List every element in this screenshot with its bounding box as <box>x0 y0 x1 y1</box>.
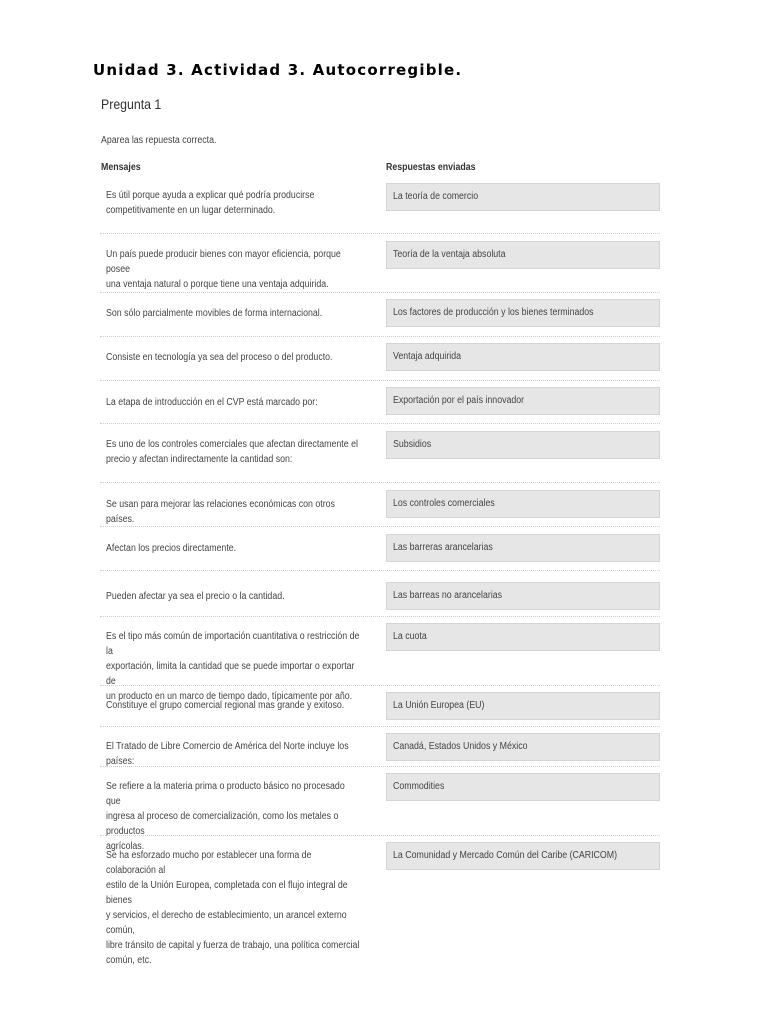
row-divider <box>100 336 660 337</box>
answer-box <box>386 692 660 720</box>
column-header-answers: Respuestas enviadas <box>386 162 476 173</box>
answer-text: Canadá, Estados Unidos y México <box>393 741 528 752</box>
match-message: El Tratado de Libre Comercio de América del Norte incluye los países: <box>106 741 349 767</box>
answer-text: La Unión Europea (EU) <box>393 700 485 711</box>
answer-text: Ventaja adquirida <box>393 351 462 362</box>
row-divider <box>100 380 660 381</box>
row-divider <box>100 526 660 527</box>
document-title: Unidad 3. Actividad 3. Autocorregible. <box>93 61 463 79</box>
row-divider <box>100 685 660 686</box>
answer-box <box>386 582 660 610</box>
column-header-messages: Mensajes <box>101 162 141 173</box>
answer-box <box>386 842 660 870</box>
row-divider <box>100 835 660 836</box>
answer-box <box>386 183 660 211</box>
answer-text: Los controles comerciales <box>393 498 495 509</box>
row-divider <box>100 423 660 424</box>
row-divider <box>100 766 660 767</box>
question-title: Pregunta 1 <box>101 96 162 112</box>
row-divider <box>100 292 660 293</box>
match-message: Se usan para mejorar las relaciones económicas con otros países. <box>106 499 335 525</box>
answer-box <box>386 623 660 651</box>
match-message: Constituye el grupo comercial regional mas grande y exitoso. <box>106 700 345 711</box>
answer-box <box>386 490 660 518</box>
match-message: Es uno de los controles comerciales que afectan directamente el precio y afectan indirectamente la cantidad son: <box>106 439 358 465</box>
row-divider <box>100 482 660 483</box>
answer-box <box>386 733 660 761</box>
match-message: Consiste en tecnología ya sea del proceso o del producto. <box>106 352 333 363</box>
row-divider <box>100 570 660 571</box>
answer-box <box>386 773 660 801</box>
answer-text: Teoría de la ventaja absoluta <box>393 249 506 260</box>
answer-text: La teoría de comercio <box>393 191 479 202</box>
answer-text: Subsidios <box>393 439 432 450</box>
match-message: Se ha esforzado mucho por establecer una forma de colaboración al estilo de la Unión Europea, completada con el flujo integral de bienes y servicios, el derecho de establecimiento, un arancel externo común, libre tránsito de capital y fuerza de trabajo, una política comercial común, etc. <box>106 850 360 966</box>
match-message: Afectan los precios directamente. <box>106 543 237 554</box>
answer-text: La cuota <box>393 631 427 642</box>
answer-box <box>386 534 660 562</box>
answer-box <box>386 431 660 459</box>
match-message: Se refiere a la materia prima o producto básico no procesado que ingresa al proceso de comercialización, como los metales o productos agrícolas. <box>106 781 345 852</box>
answer-text: La Comunidad y Mercado Común del Caribe (CARICOM) <box>393 850 618 861</box>
answer-box <box>386 299 660 327</box>
answer-text: Exportación por el país innovador <box>393 395 525 406</box>
row-divider <box>100 233 660 234</box>
answer-box <box>386 387 660 415</box>
match-message: Es útil porque ayuda a explicar qué podría producirse competitivamente en un lugar determinado. <box>106 190 315 216</box>
answer-text: Los factores de producción y los bienes terminados <box>393 307 594 318</box>
match-message: Un país puede producir bienes con mayor eficiencia, porque posee una ventaja natural o porque tiene una ventaja adquirida. <box>106 249 341 290</box>
answer-box <box>386 241 660 269</box>
answer-text: Las barreas no arancelarias <box>393 590 503 601</box>
question-instruction: Aparea las repuesta correcta. <box>101 135 217 146</box>
row-divider <box>100 616 660 617</box>
row-divider <box>100 726 660 727</box>
answer-box <box>386 343 660 371</box>
match-message: La etapa de introducción en el CVP está marcado por: <box>106 397 318 408</box>
answer-text: Las barreras arancelarias <box>393 542 493 553</box>
answer-text: Commodities <box>393 781 445 792</box>
match-message: Son sólo parcialmente movibles de forma internacional. <box>106 308 323 319</box>
match-message: Es el tipo más común de importación cuantitativa o restricción de la exportación, limita la cantidad que se puede importar o exportar de un producto en un marco de tiempo dado, típicamente por año. <box>106 631 360 702</box>
match-message: Pueden afectar ya sea el precio o la cantidad. <box>106 591 285 602</box>
